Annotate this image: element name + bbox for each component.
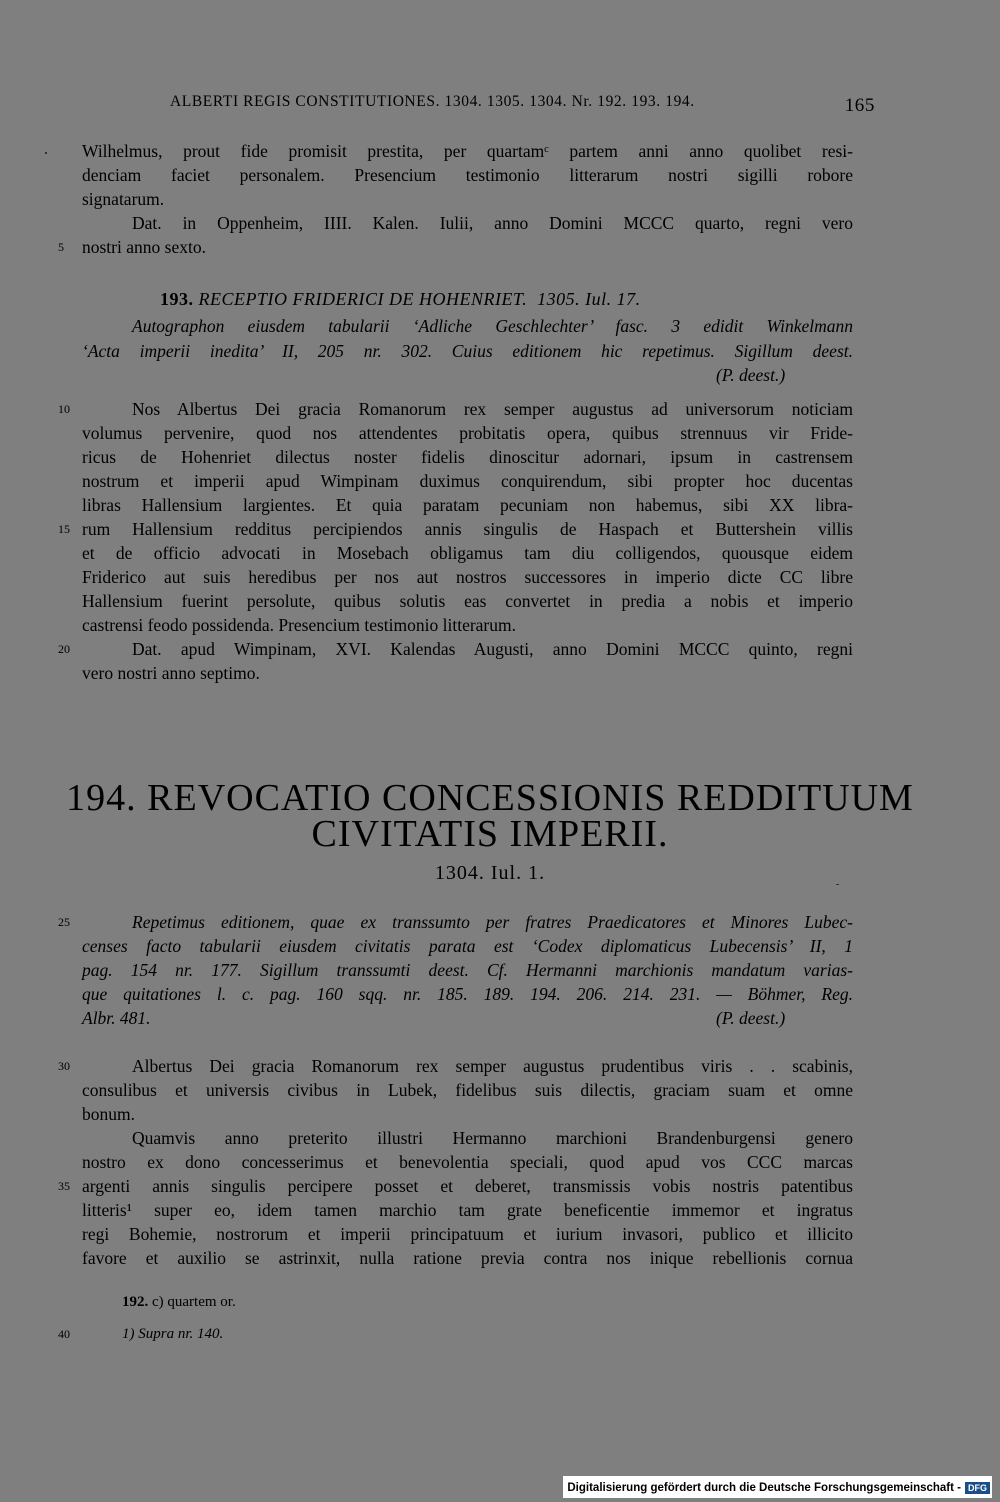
doc194-seal-note: (P. deest.) xyxy=(716,1008,786,1028)
doc194-source-line: censes facto tabularii eiusdem civitatis parata est ‘Codex diplomaticus Lubecensis’ II, 1 xyxy=(82,936,853,956)
text-line: nostro ex dono concesserimus et benevolentia speciali, quod apud vos CCC marcas xyxy=(82,1152,853,1172)
running-title: ALBERTI REGIS CONSTITUTIONES. 1304. 1305. 1304. Nr. 192. 193. 194. xyxy=(170,93,695,110)
text-line: denciam faciet personalem. Presencium testimonio litterarum nostri sigilli robore xyxy=(82,165,853,185)
text-line: Nos Albertus Dei gracia Romanorum rex semper augustus ad universorum noticiam xyxy=(132,399,853,419)
doc193-source-line: Autographon eiusdem tabularii ‘Adliche Geschlechter’ fasc. 3 edidit Winkelmann xyxy=(132,316,853,336)
doc193-number: 193. xyxy=(160,289,194,309)
line-number: 25 xyxy=(58,915,70,929)
doc193-date: 1305. Iul. 17. xyxy=(537,289,641,309)
text-line: vero nostri anno septimo. xyxy=(82,663,260,683)
page-number: 165 xyxy=(844,95,875,116)
footnote-critical xyxy=(122,1292,236,1312)
doc193-title: RECEPTIO FRIDERICI DE HOHENRIET. xyxy=(198,289,528,309)
text-line: castrensi feodo possidenda. Presencium testimonio litterarum. xyxy=(82,615,516,635)
text-line: ricus de Hohenriet dilectus noster fidelis dinoscitur adornari, ipsum in castrensem xyxy=(82,447,853,467)
line-number: 15 xyxy=(58,522,70,536)
text-line: volumus pervenire, quod nos attendentes probitatis opera, quibus strennuus vir Fride- xyxy=(82,423,853,443)
text-line: Dat. in Oppenheim, IIII. Kalen. Iulii, anno Domini MCCC quarto, regni vero xyxy=(132,213,853,233)
text-line: Friderico aut suis heredibus per nos aut nostros successores in imperio dicte CC libre xyxy=(82,567,853,587)
text-line: litteris¹ super eo, idem tamen marchio tam grate beneficentie immemor et ingratus xyxy=(82,1200,853,1220)
text-line: nostrum et imperii apud Wimpinam duximus conquirendum, sibi propter hoc ducentas xyxy=(82,471,853,491)
line-number: 10 xyxy=(58,402,70,416)
text-line: Quamvis anno preterito illustri Hermanno marchioni Brandenburgensi genero xyxy=(132,1128,853,1148)
margin-mark xyxy=(45,152,47,154)
doc194-source-line: pag. 154 nr. 177. Sigillum transsumti deest. Cf. Hermanni marchionis mandatum varias- xyxy=(82,960,853,980)
doc194-date: 1304. Iul. 1. xyxy=(434,862,546,884)
doc193-seal-note: (P. deest.) xyxy=(716,365,786,385)
line-number: 20 xyxy=(58,642,70,656)
text-line: Hallensium fuerint persolute, quibus solutis eas convertet in predia a nobis et imperio xyxy=(82,591,853,611)
funding-credit xyxy=(563,1476,992,1498)
line-number: 30 xyxy=(58,1059,70,1073)
footnote-source: 1) Supra nr. 140. xyxy=(122,1326,224,1342)
doc194-source-line: Albr. 481. xyxy=(82,1008,151,1028)
dfg-logo: DFG xyxy=(965,1482,990,1494)
doc194-title-line2: CIVITATIS IMPERII. xyxy=(311,813,669,855)
text-line: nostri anno sexto. xyxy=(82,237,206,257)
line-number: 40 xyxy=(58,1327,70,1341)
running-header xyxy=(170,93,875,116)
text-line: Dat. apud Wimpinam, XVI. Kalendas Augusti, anno Domini MCCC quinto, regni xyxy=(132,639,853,659)
doc194-source-line: que quitationes l. c. pag. 160 sqq. nr. 185. 189. 194. 206. 214. 231. — Böhmer, Reg. xyxy=(82,984,853,1004)
text-line: regi Bohemie, nostrorum et imperii principatuum et iurium invasori, publico et illicito xyxy=(82,1224,853,1244)
text-line: libras Hallensium largientes. Et quia paratam pecuniam non habemus, sibi XX libra- xyxy=(82,495,853,515)
text-line: et de officio advocati in Mosebach obligamus tam diu colligendos, quousque eidem xyxy=(82,543,853,563)
doc194-source-line: Repetimus editionem, quae ex transsumto per fratres Praedicatores et Minores Lubec- xyxy=(132,912,853,932)
text-line: signatarum. xyxy=(82,189,165,209)
text-line: bonum. xyxy=(82,1104,135,1124)
footnote-doc-ref: 192. xyxy=(122,1294,149,1310)
text-line: Albertus Dei gracia Romanorum rex semper augustus prudentibus viris . . scabinis, xyxy=(132,1056,853,1076)
line-number: 35 xyxy=(58,1179,70,1193)
text-line: consulibus et universis civibus in Lubek, fidelibus suis dilectis, graciam suam et omne xyxy=(82,1080,853,1100)
doc193-source-line: ‘Acta imperii inedita’ II, 205 nr. 302. Cuius editionem hic repetimus. Sigillum deest. xyxy=(82,341,853,361)
margin-mark xyxy=(836,884,839,885)
doc193-heading xyxy=(160,287,860,311)
footnote-text: c) quartem or. xyxy=(152,1294,236,1310)
text-line: Wilhelmus, prout fide promisit prestita, per quartamᶜ partem anni anno quolibet resi- xyxy=(82,141,853,161)
text-line: argenti annis singulis percipere posset et deberet, transmissis vobis nostris patentibus xyxy=(82,1176,853,1196)
credit-text: Digitalisierung gefördert durch die Deutsche Forschungsgemeinschaft - xyxy=(567,1482,961,1494)
doc194-title-line1: 194. REVOCATIO CONCESSIONIS REDDITUUM xyxy=(66,777,914,819)
text-line: rum Hallensium redditus percipiendos annis singulis de Haspach et Buttershein villis xyxy=(82,519,853,539)
text-line: favore et auxilio se astrinxit, nulla ratione previa contra nos inique rebellionis cornua xyxy=(82,1248,853,1268)
line-number: 5 xyxy=(58,240,64,254)
